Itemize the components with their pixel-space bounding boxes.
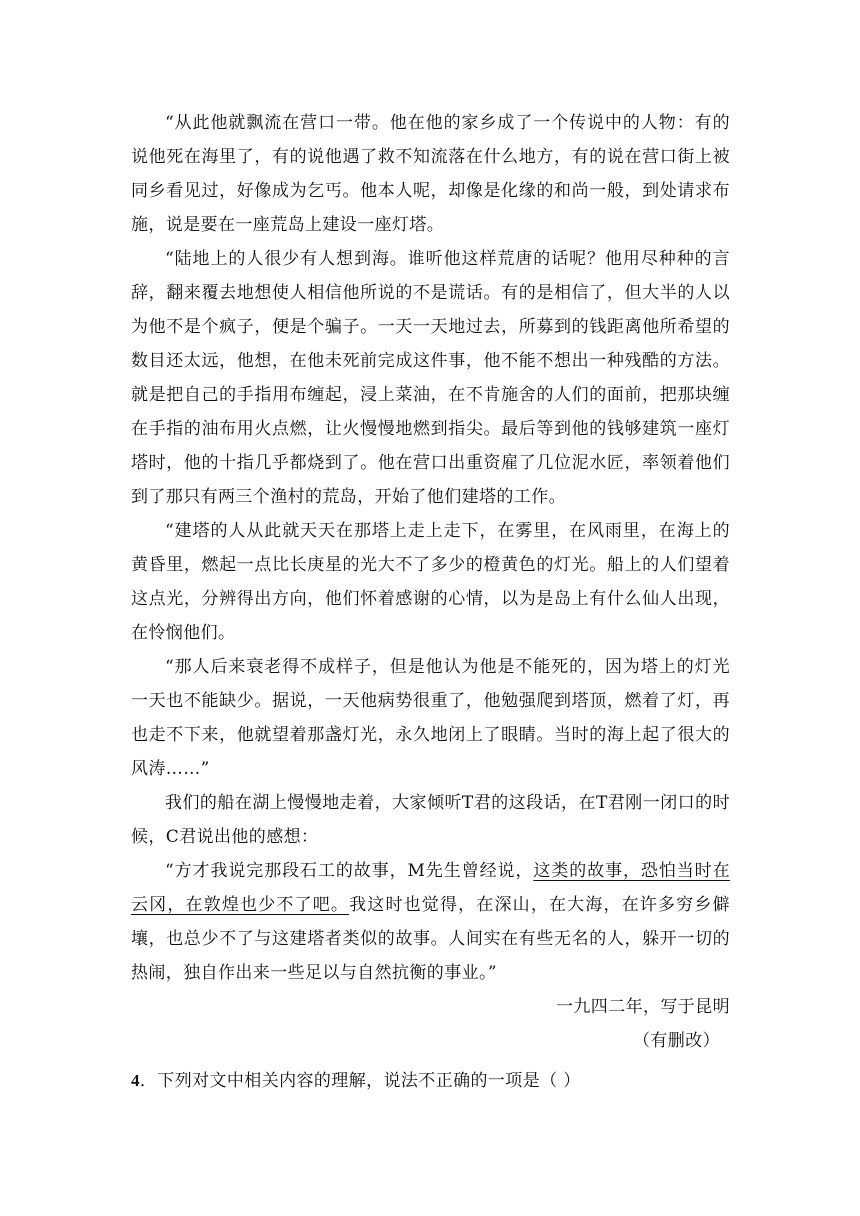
signature-date-place: 一九四二年，写于昆明 xyxy=(556,997,730,1017)
paragraph-5: 我们的船在湖上慢慢地走着，大家倾听T君的这段话，在T君刚一闭口的时候，C君说出他的感想： xyxy=(131,793,730,847)
paragraph-4: “那人后来衰老得不成样子，但是他认为他是不能死的，因为塔上的灯光一天也不能缺少。据说，一天他病势很重了，他勉强爬到塔顶，燃着了灯，再也走不下来，他就望着那盏灯光，永久地闭上了眼睛。当时的海上起了很大的风涛……” xyxy=(131,657,730,779)
question-4 xyxy=(131,1064,730,1098)
paragraph-2: “陆地上的人很少有人想到海。谁听他这样荒唐的话呢？他用尽种种的言辞，翻来覆去地想使人相信他所说的不是谎话。有的是相信了，但大半的人以为他不是个疯子，便是个骗子。一天一天地过去，所募到的钱距离他所希望的数目还太远，他想，在他未死前完成这件事，他不能不想出一种残酷的方法。就是把自己的手指用布缠起，浸上菜油，在不肯施舍的人们的面前，把那块缠在手指的油布用火点燃，让火慢慢地燃到指尖。最后等到他的钱够建筑一座灯塔时，他的十指几乎都烧到了。他在营口出重资雇了几位泥水匠，率领着他们到了那只有两三个渔村的荒岛，开始了他们建塔的工作。 xyxy=(131,249,730,507)
paragraph-6 xyxy=(131,854,730,990)
paragraph-6-end: 我这时也觉得，在深山，在大海，在许多穷乡僻壤，也总少不了与这建塔者类似的故事。人间实在有些无名的人，躲开一切的热闹，独自作出来一些足以与自然抗衡的事业。” xyxy=(131,895,730,983)
paragraph-6-start: “方才我说完那段石工的故事，M先生曾经说， xyxy=(165,861,534,881)
question-text: ．下列对文中相关内容的理解，说法不正确的一项是（ ） xyxy=(139,1071,581,1091)
underlined-sentence: 这类的故事，恐怕当时在云冈，在敦煌也少不了吧。 xyxy=(131,861,730,915)
question-number: 4 xyxy=(131,1071,140,1090)
paragraph-3: “建塔的人从此就天天在那塔上走上走下，在雾里，在风雨里，在海上的黄昏里，燃起一点比长庚星的光大不了多少的橙黄色的灯光。船上的人们望着这点光，分辨得出方向，他们怀着感谢的心情，以为是岛上有什么仙人出现，在怜悯他们。 xyxy=(131,521,730,643)
edit-note: （有删改） xyxy=(633,1031,720,1051)
paragraph-1: “从此他就飘流在营口一带。他在他的家乡成了一个传说中的人物：有的说他死在海里了，有的说他遇了救不知流落在什么地方，有的说在营口街上被同乡看见过，好像成为乞丐。他本人呢，却像是化缘的和尚一般，到处请求布施，说是要在一座荒岛上建设一座灯塔。 xyxy=(131,113,730,235)
